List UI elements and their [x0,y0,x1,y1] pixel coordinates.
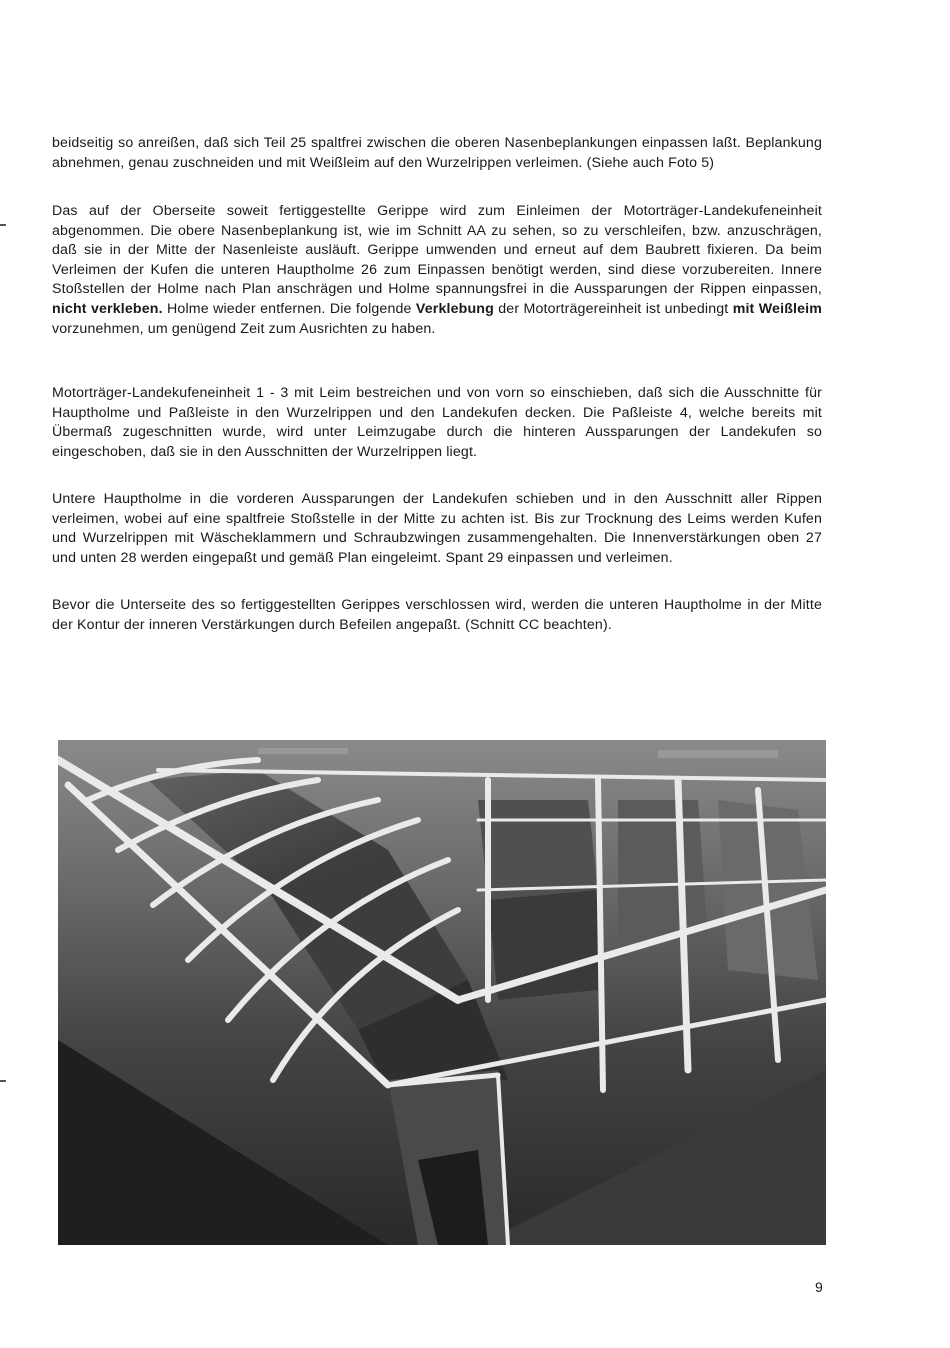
airframe-photo-illustration [58,740,826,1245]
paragraph-2-bold-verklebung: Verklebung [415,300,494,317]
paragraph-3 [52,384,822,462]
margin-mark-top [0,224,6,226]
page-number: 9 [815,1279,823,1295]
paragraph-2-bold-nicht-verkleben: nicht verkleben. [52,300,163,317]
paragraph-5-segment-1: Bevor die Unterseite des so fertiggestellten Gerippes verschlossen wird, werden die unteren Hauptholme in der Mitte der Kontur der inneren Verstärkungen durch Befeilen angepaßt. (Schnitt CC beachten). [52,597,822,633]
paragraph-1-segment-1: beidseitig so anreißen, daß sich Teil 25 spaltfrei zwischen die oberen Nasenbeplankungen einpassen laßt. Beplankung abnehmen, genau zuschneiden und mit Weißleim auf den Wurzelrippen verleimen. (Siehe auch Foto 5) [52,135,822,171]
paragraph-2-text [52,202,822,339]
paragraph-4-segment-1: Untere Hauptholme in die vorderen Aussparungen der Landekufen schieben und in den Ausschnitt aller Rippen verleimen, wobei auf eine spaltfreie Stoßstelle in der Mitte zu achten ist. Bis zur Trocknung des Leims werden Kufen und Wurzelrippen mit Wäscheklammern und Schraubzwingen zusammengehalten. Die Innenverstärkungen oben 27 und unten 28 werden eingepaßt und gemäß Plan eingeleimt. Spant 29 einpassen und verleimen. [52,491,822,566]
margin-mark-bottom [0,1080,6,1082]
paragraph-2-bold-mit-weissleim: mit Weißleim [732,300,822,317]
paragraph-1-text [52,134,822,173]
paragraph-2 [52,202,822,339]
paragraph-5 [52,596,822,635]
paragraph-4 [52,490,822,568]
airframe-photo [58,740,826,1245]
paragraph-4-text [52,490,822,568]
paragraph-1 [52,134,822,173]
paragraph-2-segment-5: der Motorträgereinheit ist unbedingt [493,300,733,317]
paragraph-2-segment-3: Holme wieder entfernen. Die folgende [162,300,416,317]
paragraph-2-segment-7: vorzunehmen, um genügend Zeit zum Ausrichten zu haben. [52,320,436,337]
paragraph-5-text [52,596,822,635]
paragraph-3-text [52,384,822,462]
paragraph-3-segment-1: Motorträger-Landekufeneinheit 1 - 3 mit Leim bestreichen und von vorn so einschieben, daß sich die Ausschnitte für Hauptholme und Paßleiste in den Wurzelrippen und den Landekufen decken. Die Paßleiste 4, welche bereits mit Übermaß zugeschnitten wurde, wird unter Leimzugabe durch die hinteren Aussparungen der Landekufen so eingeschoben, daß sie in den Ausschnitten der Wurzelrippen liegt. [52,385,822,460]
paragraph-2-segment-1: Das auf der Oberseite soweit fertiggestellte Gerippe wird zum Einleimen der Motorträger-Landekufeneinheit abgenommen. Die obere Nasenbeplankung ist, wie im Schnitt AA zu sehen, so zu verschleifen, bzw. anzuschrägen, daß sie in der Mitte der Nasenleiste ausläuft. Gerippe umwenden und erneut auf dem Baubrett fixieren. Da beim Verleimen der Kufen die unteren Hauptholme 26 zum Einpassen benötigt werden, sind diese vorzubereiten. Innere Stoßstellen der Holme nach Plan anschrägen und Holme spannungsfrei in die Aussparungen der Rippen einpassen, [52,203,822,298]
